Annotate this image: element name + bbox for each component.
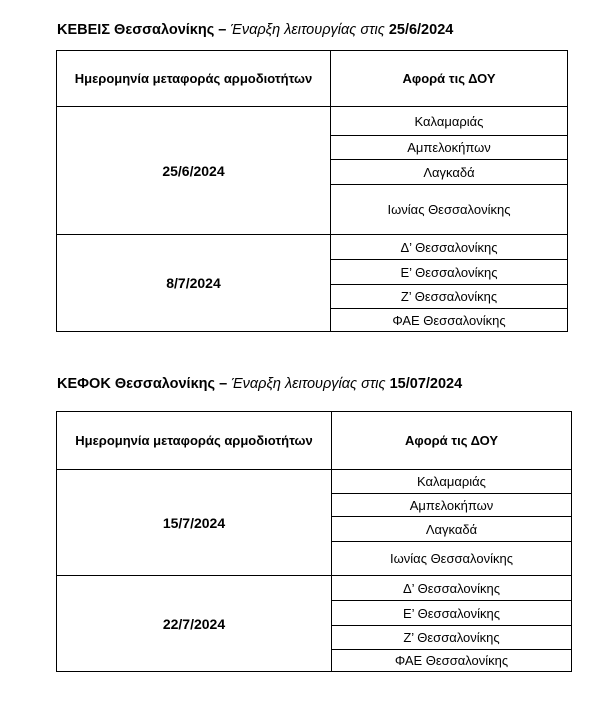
col-header-offices: Αφορά τις ΔΟΥ [331,51,568,107]
col-header-transfer-date: Ημερομηνία μεταφοράς αρμοδιοτήτων [57,412,332,470]
transfer-table-kefok [56,411,572,672]
office-cell: ΦΑΕ Θεσσαλονίκης [332,650,572,672]
office-cell: Καλαμαριάς [331,107,568,136]
heading-dash: – [215,376,232,392]
heading-org: ΚΕΦΟΚ Θεσσαλονίκης [57,376,216,392]
heading-date: 15/07/2024 [389,376,463,392]
heading-dash: – [214,22,231,38]
section-heading-kefok [57,376,462,392]
office-cell: Λαγκαδά [331,160,568,185]
office-cell: Δ’ Θεσσαλονίκης [332,576,572,601]
col-header-offices: Αφορά τις ΔΟΥ [332,412,572,470]
office-cell: Λαγκαδά [332,517,572,542]
heading-org: ΚΕΒΕΙΣ Θεσσαλονίκης [57,22,215,38]
office-cell: Ιωνίας Θεσσαλονίκης [332,542,572,576]
section-heading-kebeis [57,22,453,38]
office-cell: Αμπελοκήπων [332,494,572,517]
transfer-date-cell: 22/7/2024 [57,576,332,672]
transfer-date-cell: 8/7/2024 [57,235,331,332]
office-cell: Δ’ Θεσσαλονίκης [331,235,568,260]
office-cell: Ζ’ Θεσσαλονίκης [332,626,572,650]
office-cell: Ιωνίας Θεσσαλονίκης [331,185,568,235]
transfer-date-cell: 25/6/2024 [57,107,331,235]
office-cell: Ε’ Θεσσαλονίκης [332,601,572,626]
transfer-date-cell: 15/7/2024 [57,470,332,576]
heading-label: Έναρξη λειτουργίας στις [230,22,389,38]
office-cell: Αμπελοκήπων [331,136,568,160]
office-cell: Ε’ Θεσσαλονίκης [331,260,568,285]
heading-label: Έναρξη λειτουργίας στις [231,376,390,392]
heading-date: 25/6/2024 [388,22,454,38]
transfer-table-kebeis [56,50,568,332]
col-header-transfer-date: Ημερομηνία μεταφοράς αρμοδιοτήτων [57,51,331,107]
office-cell: Ζ’ Θεσσαλονίκης [331,285,568,309]
office-cell: ΦΑΕ Θεσσαλονίκης [331,309,568,332]
office-cell: Καλαμαριάς [332,470,572,494]
